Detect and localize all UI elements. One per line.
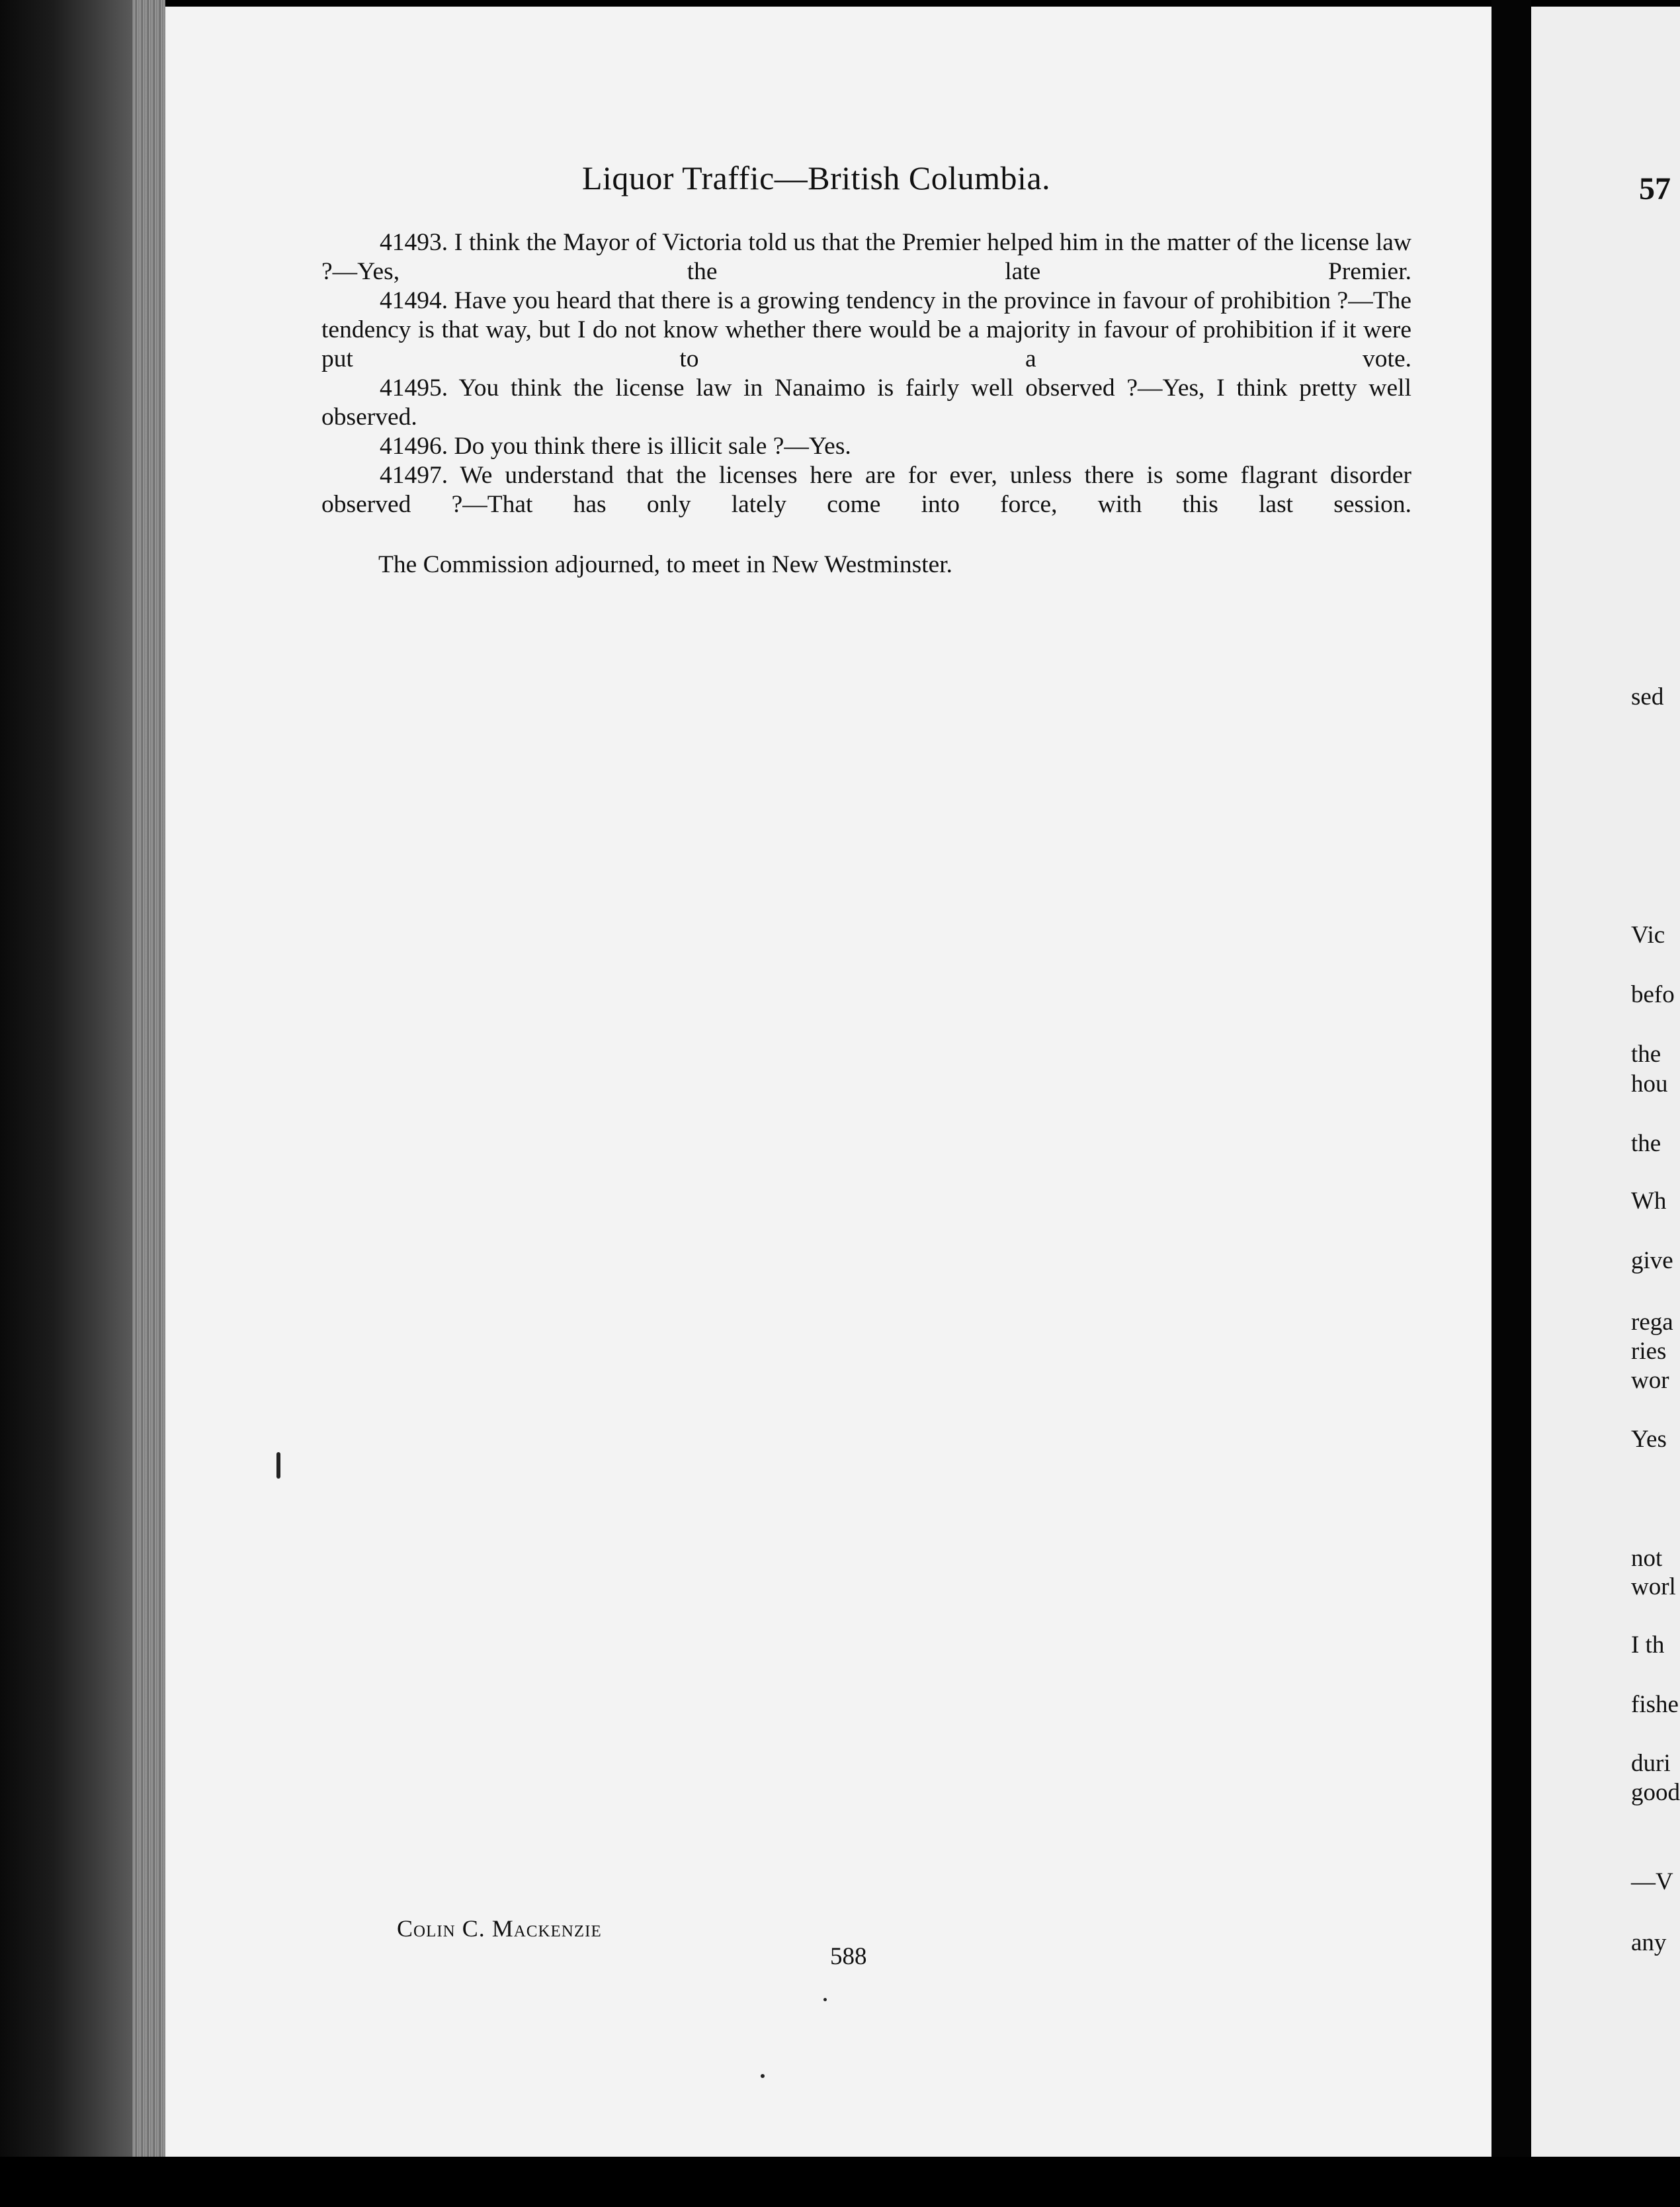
- right-page-text-fragment: worl: [1631, 1573, 1676, 1600]
- right-page-text-fragment: befo: [1631, 981, 1675, 1008]
- right-page-text-fragment: sed: [1631, 683, 1664, 711]
- scan-speck: [276, 1452, 280, 1479]
- right-page-text-fragment: give: [1631, 1247, 1673, 1274]
- right-page-text-fragment: rega: [1631, 1309, 1673, 1336]
- testimony-paragraph: 41497. We understand that the licenses here are for ever, unless there is some flagrant disorder observed ?—That has only lately come into force, with this last session.: [321, 462, 1411, 518]
- right-page-text-fragment: not: [1631, 1545, 1663, 1572]
- right-page-text-fragment: ries: [1631, 1338, 1667, 1365]
- testimony-body: [321, 228, 1411, 519]
- scan-speck: [823, 1998, 827, 2001]
- right-page-text-fragment: Vic: [1631, 922, 1665, 949]
- testimony-paragraph: 41494. Have you heard that there is a growing tendency in the province in favour of prohibition ?—The tendency is that way, but I do not know whether there would be a majority in favour of prohibition if it were put to a vote.: [321, 287, 1411, 372]
- right-page-text-fragment: duri: [1631, 1750, 1671, 1777]
- testimony-paragraph: 41496. Do you think there is illicit sale ?—Yes.: [380, 433, 851, 460]
- right-page-number: 57: [1639, 171, 1671, 206]
- book-binding-edge: [132, 0, 165, 2207]
- right-page-text-fragment: wor: [1631, 1367, 1669, 1394]
- right-page-text-fragment: fishe: [1631, 1691, 1679, 1718]
- running-head: Liquor Traffic—British Columbia.: [582, 159, 1051, 196]
- right-page-text-fragment: hou: [1631, 1070, 1668, 1098]
- adjournment-note: The Commission adjourned, to meet in New Westminster.: [378, 551, 953, 578]
- right-page-text-fragment: Yes: [1631, 1426, 1667, 1453]
- right-page-text-fragment: —V: [1631, 1868, 1673, 1895]
- testimony-paragraph: 41495. You think the license law in Nanaimo is fairly well observed ?—Yes, I think pretty well observed.: [321, 374, 1411, 431]
- right-page-text-fragment: I th: [1631, 1631, 1665, 1659]
- right-page-text-fragment: Wh: [1631, 1188, 1667, 1215]
- right-page-text-fragment: good: [1631, 1779, 1680, 1806]
- right-page-text-fragment: the: [1631, 1041, 1661, 1068]
- right-page-text-fragment: any: [1631, 1929, 1667, 1956]
- testimony-paragraph: 41493. I think the Mayor of Victoria told us that the Premier helped him in the matter of the license law ?—Yes, the late Premier.: [321, 229, 1411, 285]
- reporter-signature: Colin C. Mackenzie: [397, 1915, 602, 1942]
- page-number: 588: [830, 1943, 867, 1970]
- scan-bottom-border: [0, 2157, 1680, 2207]
- page-gutter: [1491, 0, 1531, 2177]
- scan-speck: [761, 2074, 765, 2078]
- book-binding-shadow: [0, 0, 132, 2207]
- right-page-text-fragment: the: [1631, 1130, 1661, 1157]
